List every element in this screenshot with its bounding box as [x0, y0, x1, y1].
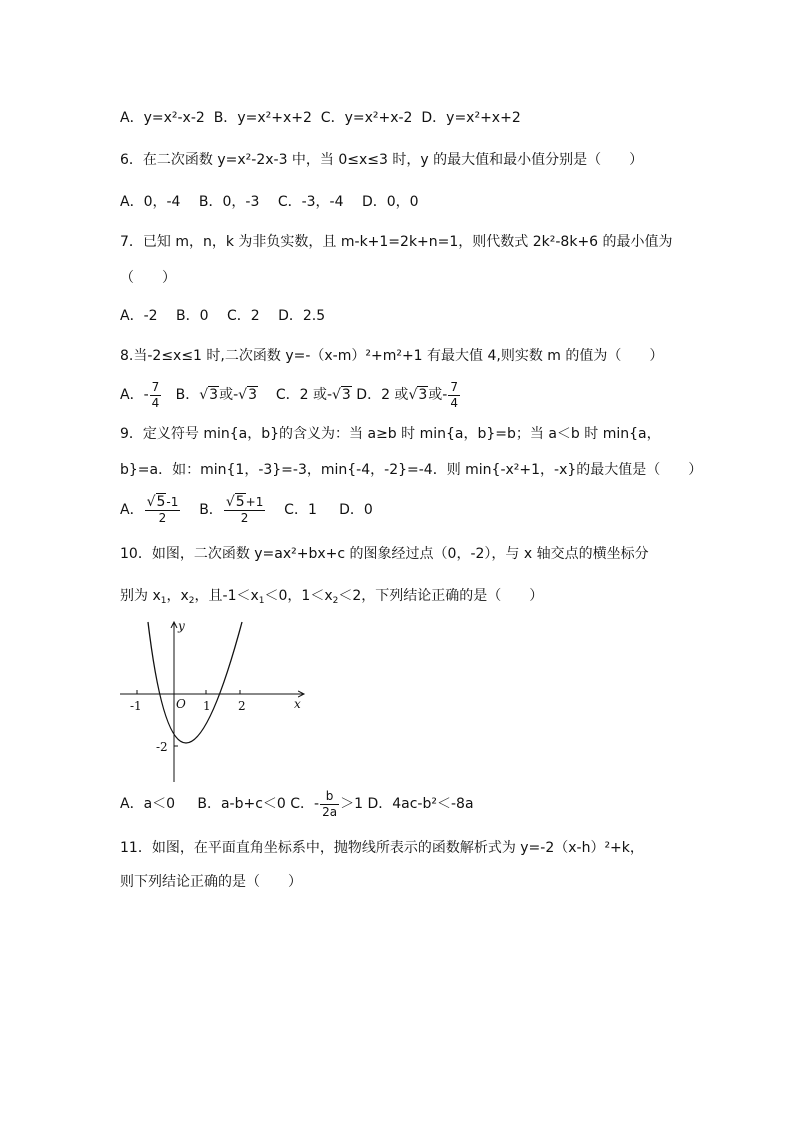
q5-option-b-label: B． [213, 110, 238, 126]
q8-option-d-label: D．2 或 [356, 387, 409, 403]
q9-option-a-fraction: $\frac{√5-1}{2}$ [146, 493, 179, 525]
q8-option-b-sqrt2: √3 [238, 387, 257, 403]
q10-stem-line1: 10．如图，二次函数 y=ax²+bx+c 的图象经过点（0，-2），与 x 轴交点的横坐标分 [120, 546, 649, 562]
q6-stem: 6．在二次函数 y=x²-2x-3 中，当 0≤x≤3 时，y 的最大值和最小值分别是（ ） [120, 152, 644, 168]
q8-option-d-fraction: $\frac{7}{4}$ [450, 379, 458, 410]
q5-option-a-label: A． [120, 110, 144, 126]
q8-option-b-label: B． [175, 387, 200, 403]
q5-option-c-label: C． [320, 110, 345, 126]
q5-option-d: y=x²+x+2 [446, 110, 521, 126]
q8-stem: 8.当-2≤x≤1 时,二次函数 y=-（x-m）²+m²+1 有最大值 4,则实数 m 的值为（ ） [120, 348, 664, 364]
q9-stem-line2: b}=a．如：min{1，-3}=-3，min{-4，-2}=-4．则 min{-x²+1，-x}的最大值是（ ） [120, 462, 703, 478]
tick-label-neg2: -2 [156, 740, 168, 754]
q10-option-d: D．4ac-b²＜-8a [367, 796, 474, 812]
y-axis-label: y [178, 619, 185, 633]
tick-label-1: 1 [203, 699, 211, 713]
parabola-curve [148, 622, 242, 743]
q5-options [120, 108, 521, 128]
tick-label-neg1: -1 [130, 699, 142, 713]
q7-stem-line1: 7．已知 m，n，k 为非负实数，且 m-k+1=2k+n=1，则代数式 2k²-8k+6 的最小值为 [120, 234, 673, 250]
q5-option-c: y=x²+x-2 [344, 110, 413, 126]
q9-option-c: C．1 [284, 502, 317, 518]
q10-stem-line2: 别为 $x_1$，$x_2$，且$-1<x_1<0$，$1<x_2<2$，下列结论正确的是（ ） [120, 588, 544, 606]
q9-option-d: D．0 [339, 502, 373, 518]
q10-option-c-label: C．- [290, 796, 320, 812]
q8-options: A．- $\frac{7}{4}$ B．√3或-√3 C．2 或-√3 D．2 或√3或- $\frac{7}{4}$ [120, 378, 461, 412]
q9-options [120, 492, 373, 528]
q6-options: A．0，-4 B．0，-3 C．-3，-4 D．0，0 [120, 194, 419, 210]
q9-option-a-label: A． [120, 502, 144, 518]
q9-option-b-label: B． [199, 502, 223, 518]
q10-parabola-graph [118, 616, 318, 784]
q10-options: A．a＜0 B．a-b+c＜0 C．- $\frac{b}{2a}$ ＞1 D．4ac-b²＜-8a [120, 788, 474, 819]
q8-option-c-sqrt: √3 [332, 387, 351, 403]
tick-label-2: 2 [238, 699, 246, 713]
origin-label: O [176, 697, 186, 711]
q5-option-b: y=x²+x+2 [237, 110, 312, 126]
q10-option-b: B．a-b+c＜0 [197, 796, 286, 812]
q5-option-d-label: D． [421, 110, 447, 126]
q8-option-b-sqrt1: √3 [199, 387, 219, 403]
x-axis-label: x [294, 697, 301, 711]
q10-option-a: A．a＜0 [120, 796, 176, 812]
q8-option-d-sqrt: √3 [408, 387, 428, 403]
q9-stem-line1: 9．定义符号 min{a，b}的含义为：当 a≥b 时 min{a，b}=b；当 a＜b 时 min{a， [120, 426, 661, 442]
q9-option-b-fraction: $\frac{√5+1}{2}$ [225, 493, 264, 525]
q8-option-a-fraction: $\frac{7}{4}$ [151, 379, 160, 410]
q11-stem-line1: 11．如图，在平面直角坐标系中，抛物线所表示的函数解析式为 y=-2（x-h）²+k， [120, 840, 644, 856]
q5-option-a: y=x²-x-2 [143, 110, 205, 126]
q10-option-c-fraction: $\frac{b}{2a}$ [322, 788, 338, 819]
q7-stem-line2: （ ） [120, 270, 176, 286]
q8-option-c-label: C．2 或- [275, 387, 332, 403]
q11-stem-line2: 则下列结论正确的是（ ） [120, 874, 302, 890]
q8-option-a-label: A．- [120, 387, 149, 403]
q7-options: A．-2 B．0 C．2 D．2.5 [120, 308, 326, 324]
